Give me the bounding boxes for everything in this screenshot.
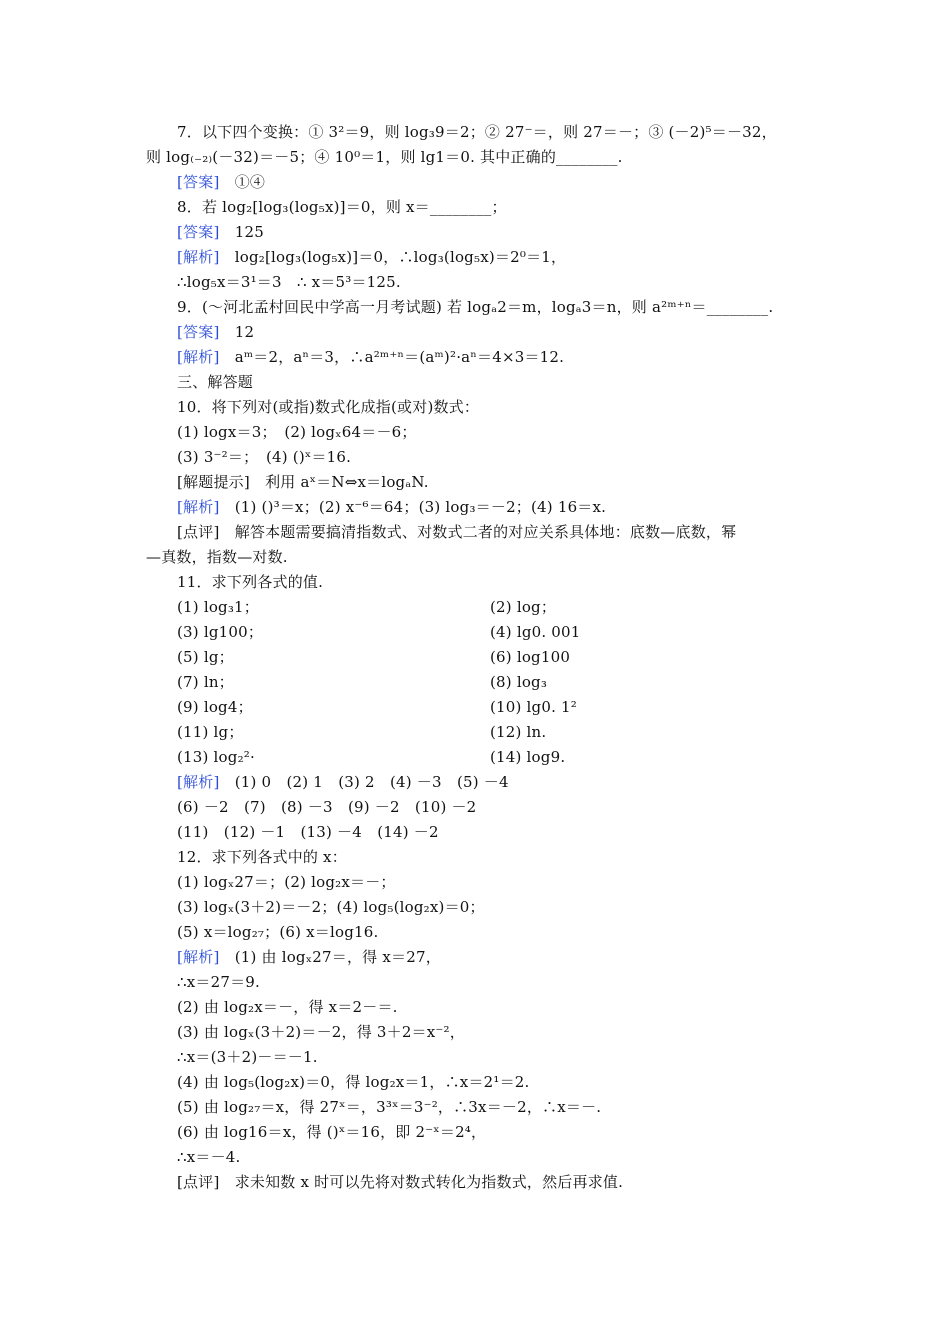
text-line (177, 297, 773, 317)
line-text: 7．以下四个变换：① 3²＝9，则 log₃9＝2；② 27⁻＝，则 27＝－；③ (－2)⁵＝－32， (177, 123, 777, 141)
line-text: (1) logx＝3； (2) logₓ64＝－6； (177, 423, 417, 441)
text-line (177, 1047, 318, 1067)
line-text: 9．(～河北孟村回民中学高一月考试题) 若 logₐ2＝m，logₐ3＝n，则 a²ᵐ⁺ⁿ＝________. (177, 298, 774, 316)
line-text: 三、解答题 (177, 373, 254, 391)
section-tag: [解析] (177, 498, 220, 516)
text-line (177, 1097, 601, 1117)
text-line (177, 1122, 486, 1142)
line-text: ∴x＝27＝9. (177, 973, 261, 991)
text-line (177, 872, 396, 892)
line-text: 12．求下列各式中的 x： (177, 848, 347, 866)
text-line (177, 1022, 465, 1042)
text-line (177, 672, 234, 692)
text-line (177, 1172, 623, 1192)
line-text: [点评] 解答本题需要搞清指数式、对数式二者的对应关系具体地：底数—底数，幂 (177, 523, 737, 541)
line-text: (1) log₃1； (177, 598, 260, 616)
text-line (177, 422, 417, 442)
line-text: aᵐ＝2，aⁿ＝3，∴a²ᵐ⁺ⁿ＝(aᵐ)²·aⁿ＝4×3＝12. (234, 348, 565, 366)
line-text: (5) 由 log₂₇＝x，得 27ˣ＝，3³ˣ＝3⁻²，∴3x＝－2，∴x＝－. (177, 1098, 602, 1116)
line-text: (6) －2 (7) (8) －3 (9) －2 (10) －2 (177, 798, 477, 816)
line-text: (12) ln. (490, 723, 547, 741)
text-line (177, 372, 253, 392)
text-line (177, 847, 347, 867)
line-text: log₂[log₃(log₅x)]＝0，∴log₃(log₅x)＝2⁰＝1， (234, 248, 567, 266)
text-line (177, 972, 260, 992)
text-line (490, 597, 556, 617)
text-line (490, 722, 546, 742)
line-text: (1) 由 logₓ27＝，得 x＝27， (234, 948, 441, 966)
text-line (177, 772, 509, 792)
text-line (177, 997, 398, 1017)
line-text: ∴log₅x＝3¹＝3 ∴ x＝5³＝125. (177, 273, 401, 291)
section-tag: [答案] (177, 173, 220, 191)
line-text: (11) lg； (177, 723, 244, 741)
text-line (177, 122, 777, 142)
section-tag: [解析] (177, 773, 220, 791)
text-line (177, 797, 476, 817)
text-line (177, 947, 441, 967)
line-text: (11) (12) －1 (13) －4 (14) －2 (177, 823, 439, 841)
section-tag: [答案] (177, 223, 220, 241)
text-line (490, 672, 547, 692)
line-text: —真数，指数—对数. (146, 548, 288, 566)
text-line (177, 272, 401, 292)
text-line (177, 647, 234, 667)
text-line (177, 497, 606, 517)
text-line (177, 822, 439, 842)
line-text: (1) logₓ27＝；(2) log₂x＝－； (177, 873, 396, 891)
section-tag: [答案] (177, 323, 220, 341)
text-line (177, 1147, 241, 1167)
line-text: (1) ()³＝x；(2) x⁻⁶＝64；(3) log₃＝－2；(4) 16＝x. (234, 498, 607, 516)
text-line (177, 1072, 530, 1092)
line-text: (2) 由 log₂x＝－，得 x＝2－＝. (177, 998, 398, 1016)
text-line (177, 247, 566, 267)
text-line (177, 722, 244, 742)
line-text: (2) log； (490, 598, 557, 616)
line-text: 8．若 log₂[log₃(log₅x)]＝0，则 x＝________； (177, 198, 507, 216)
line-text: (3) 由 logₓ(3＋2)＝－2，得 3＋2＝x⁻²， (177, 1023, 465, 1041)
text-line (490, 647, 570, 667)
text-line (490, 747, 565, 767)
line-text: (3) logₓ(3＋2)＝－2；(4) log₅(log₂x)＝0； (177, 898, 485, 916)
text-line (177, 447, 351, 467)
text-line (177, 572, 323, 592)
line-text: (13) log₂²· (177, 748, 255, 766)
text-line (177, 747, 255, 767)
section-tag: [解析] (177, 948, 220, 966)
line-text: (8) log₃ (490, 673, 548, 691)
text-line (177, 472, 429, 492)
text-line (177, 347, 564, 367)
line-text: (1) 0 (2) 1 (3) 2 (4) －3 (5) －4 (234, 773, 509, 791)
text-line (490, 697, 577, 717)
line-text: (4) lg0. 001 (490, 623, 581, 641)
line-text: ①④ (234, 173, 266, 191)
text-line (490, 622, 581, 642)
line-text: (5) x＝log₂₇；(6) x＝log16. (177, 923, 379, 941)
text-line (177, 697, 253, 717)
line-text: (14) log9. (490, 748, 566, 766)
text-line (177, 197, 507, 217)
text-line (146, 147, 623, 167)
text-line (177, 622, 263, 642)
text-line (177, 322, 254, 342)
line-text: (10) lg0. 1² (490, 698, 577, 716)
line-text: ∴x＝(3＋2)－＝－1. (177, 1048, 318, 1066)
line-text: ∴x＝－4. (177, 1148, 241, 1166)
line-text: (3) lg100； (177, 623, 264, 641)
text-line (177, 522, 736, 542)
line-text: (9) log4； (177, 698, 253, 716)
text-line (177, 172, 265, 192)
text-line (177, 397, 479, 417)
line-text: (6) 由 log16＝x，得 ()ˣ＝16，即 2⁻ˣ＝2⁴， (177, 1123, 487, 1141)
text-line (177, 597, 259, 617)
text-line (177, 897, 485, 917)
text-line (177, 922, 379, 942)
line-text: (3) 3⁻²＝； (4) ()ˣ＝16. (177, 448, 352, 466)
line-text: 11．求下列各式的值. (177, 573, 324, 591)
line-text: 10．将下列对(或指)数式化成指(或对)数式： (177, 398, 480, 416)
line-text: (4) 由 log₅(log₂x)＝0，得 log₂x＝1，∴x＝2¹＝2. (177, 1073, 530, 1091)
section-tag: [解析] (177, 348, 220, 366)
line-text: 则 log₍₋₂₎(－32)＝－5；④ 10⁰＝1，则 lg1＝0. 其中正确的________. (146, 148, 623, 166)
line-text: (7) ln； (177, 673, 234, 691)
line-text: [解题提示] 利用 aˣ＝N⇔x＝logₐN. (177, 473, 429, 491)
section-tag: [解析] (177, 248, 220, 266)
line-text: 125 (234, 223, 264, 241)
line-text: 12 (234, 323, 255, 341)
line-text: [点评] 求未知数 x 时可以先将对数式转化为指数式，然后再求值. (177, 1173, 624, 1191)
text-line (146, 547, 288, 567)
line-text: (5) lg； (177, 648, 234, 666)
line-text: (6) log100 (490, 648, 571, 666)
text-line (177, 222, 264, 242)
